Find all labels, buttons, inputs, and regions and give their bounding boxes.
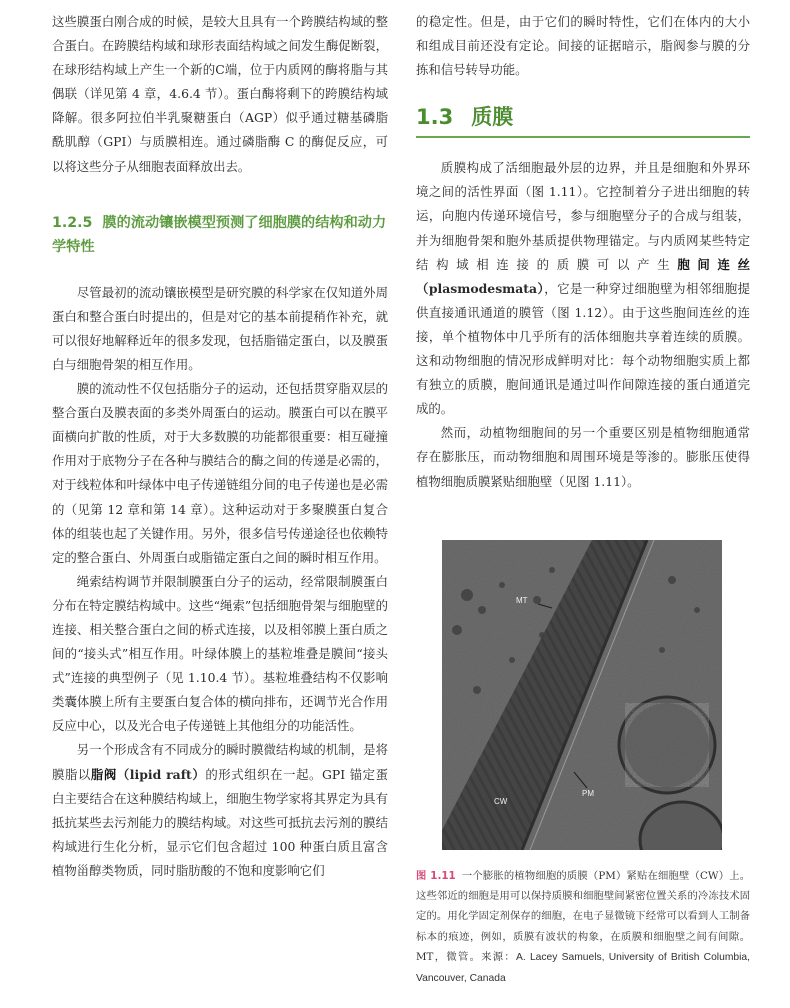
figure-caption bbox=[416, 866, 750, 989]
text-run: 另一个形成含有不同成分的瞬时膜微结构域的机制，是将膜脂以 bbox=[52, 742, 388, 782]
keyword-lipid-raft: 脂阀 bbox=[90, 766, 117, 782]
paragraph: 然而，动植物细胞间的另一个重要区别是植物细胞通常存在膨胀压，而动物细胞和周围环境是等渗的。膨胀压使得植物细胞质膜紧贴细胞壁（见图 1.11）。 bbox=[416, 425, 750, 489]
micrograph-image bbox=[442, 540, 722, 850]
text-run: 质膜构成了活细胞最外层的边界，并且是细胞和外界环境之间的活性界面（图 1.11）。它控制着分子进出细胞的转运，向胞内传递环境信号，参与细胞壁分子的合成与组装，并为细胞骨架和胞外基质提供物理锚定。与内质网某些特定结构域相连接的质膜可以产生 bbox=[416, 160, 750, 272]
paragraph: 的稳定性。但是，由于它们的瞬时特性，它们在体内的大小和组成目前还没有定论。间接的证据暗示，脂阀参与膜的分拣和信号转导功能。 bbox=[416, 14, 750, 78]
text-run: ，它是一种穿过细胞壁为相邻细胞提供直接通讯通道的膜管（图 1.12）。由于这些胞间连丝的连接，单个植物体中几乎所有的活体细胞共享着连续的质膜。这和动物细胞的情况形成鲜明对比：每个动物细胞实质上都有独立的质膜，胞间通讯是通过叫作间隙连接的蛋白通道完成的。 bbox=[416, 280, 750, 417]
caption-text: 一个膨胀的植物细胞的质膜（PM）紧贴在细胞壁（CW）上。这些邻近的细胞是用可以保持质膜和细胞壁间紧密位置关系的冷冻技术固定的。用化学固定剂保存的细胞，在电子显微镜下经常可以看到人工制备标本的痕迹，例如，质膜有波状的构象，在质膜和细胞壁之间有间隙。MT，微管。来源： bbox=[416, 870, 750, 963]
subsection-heading bbox=[52, 211, 388, 259]
subsection-number: 1.2.5 bbox=[52, 214, 93, 231]
keyword-plasmodesmata: 胞间连丝 bbox=[677, 256, 751, 272]
paragraph: 尽管最初的流动镶嵌模型是研究膜的科学家在仅知道外周蛋白和整合蛋白时提出的，但是对它的基本前提稍作补充，就可以很好地解释近年的很多发现，包括脂锚定蛋白，以及膜蛋白与细胞骨架的相互作用。 bbox=[52, 284, 388, 372]
subsection-title: 膜的流动镶嵌模型预测了细胞膜的结构和动力学特性 bbox=[52, 214, 387, 255]
micrograph-figure bbox=[442, 540, 722, 850]
keyword-english: （lipid raft） bbox=[116, 766, 206, 782]
section-number: 1.3 bbox=[416, 105, 454, 130]
right-column bbox=[416, 10, 750, 494]
label-cw: CW bbox=[494, 797, 508, 806]
label-mt: MT bbox=[516, 596, 528, 605]
paragraph bbox=[416, 156, 750, 421]
keyword-english: （plasmodesmata） bbox=[416, 280, 545, 296]
section-title: 质膜 bbox=[471, 105, 514, 130]
caption-source: A. Lacey Samuels, University of British Columbia, Vancouver, Canada bbox=[416, 951, 750, 985]
text-run: 的形式组织在一起。GPI 锚定蛋白主要结合在这种膜结构域上，细胞生物学家将其界定为具有抵抗某些去污剂能力的膜结构域。对这些可抵抗去污剂的膜结构域进行生化分析，显示它们包含超过 100 种蛋白质且富含植物甾醇类物质，同时脂肪酸的不饱和度影响它们 bbox=[52, 766, 388, 878]
left-column bbox=[52, 10, 388, 883]
paragraph: 这些膜蛋白刚合成的时候，是较大且具有一个跨膜结构域的整合蛋白。在跨膜结构域和球形表面结构域之间发生酶促断裂，在球形结构域上产生一个新的C端，位于内质网的酶将脂与其偶联（详见第 4 章，4.6.4 节）。蛋白酶将剩下的跨膜结构域降解。很多阿拉伯半乳聚糖蛋白（AGP）似乎通过糖基磷脂酰肌醇（GPI）与质膜相连。通过磷脂酶 C 的酶促反应，可以将这些分子从细胞表面释放出去。 bbox=[52, 14, 388, 174]
paragraph bbox=[52, 738, 388, 883]
paragraph: 膜的流动性不仅包括脂分子的运动，还包括贯穿脂双层的整合蛋白及膜表面的多类外周蛋白的运动。膜蛋白可以在膜平面横向扩散的性质，对于大多数膜的功能都很重要：相互碰撞作用对于底物分子在各种与膜结合的酶之间的传递是必需的，对于线粒体和叶绿体中电子传递链组分间的电子传递也是必需的（见第 12 章和第 14 章）。这种运动对于多聚膜蛋白复合体的组装也起了关键作用。另外，很多信号传递途径也依赖特定的整合蛋白、外周蛋白或脂锚定蛋白之间的瞬时相互作用。 bbox=[52, 381, 388, 565]
caption-label: 图 1.11 bbox=[416, 870, 456, 882]
paragraph: 绳索结构调节并限制膜蛋白分子的运动，经常限制膜蛋白分布在特定膜结构域中。这些“绳索”包括细胞骨架与细胞壁的连接、相关整合蛋白之间的桥式连接，以及相邻膜上蛋白质之间的“接头式”相互作用。叶绿体膜上的基粒堆叠是膜间“接头式”连接的典型例子（见 1.10.4 节）。基粒堆叠结构不仅影响类囊体膜上所有主要蛋白复合体的横向排布，还调节光合作用反应中心，以及光合电子传递链上其他组分的功能活性。 bbox=[52, 573, 388, 734]
label-pm: PM bbox=[582, 789, 594, 798]
section-heading bbox=[416, 82, 750, 138]
